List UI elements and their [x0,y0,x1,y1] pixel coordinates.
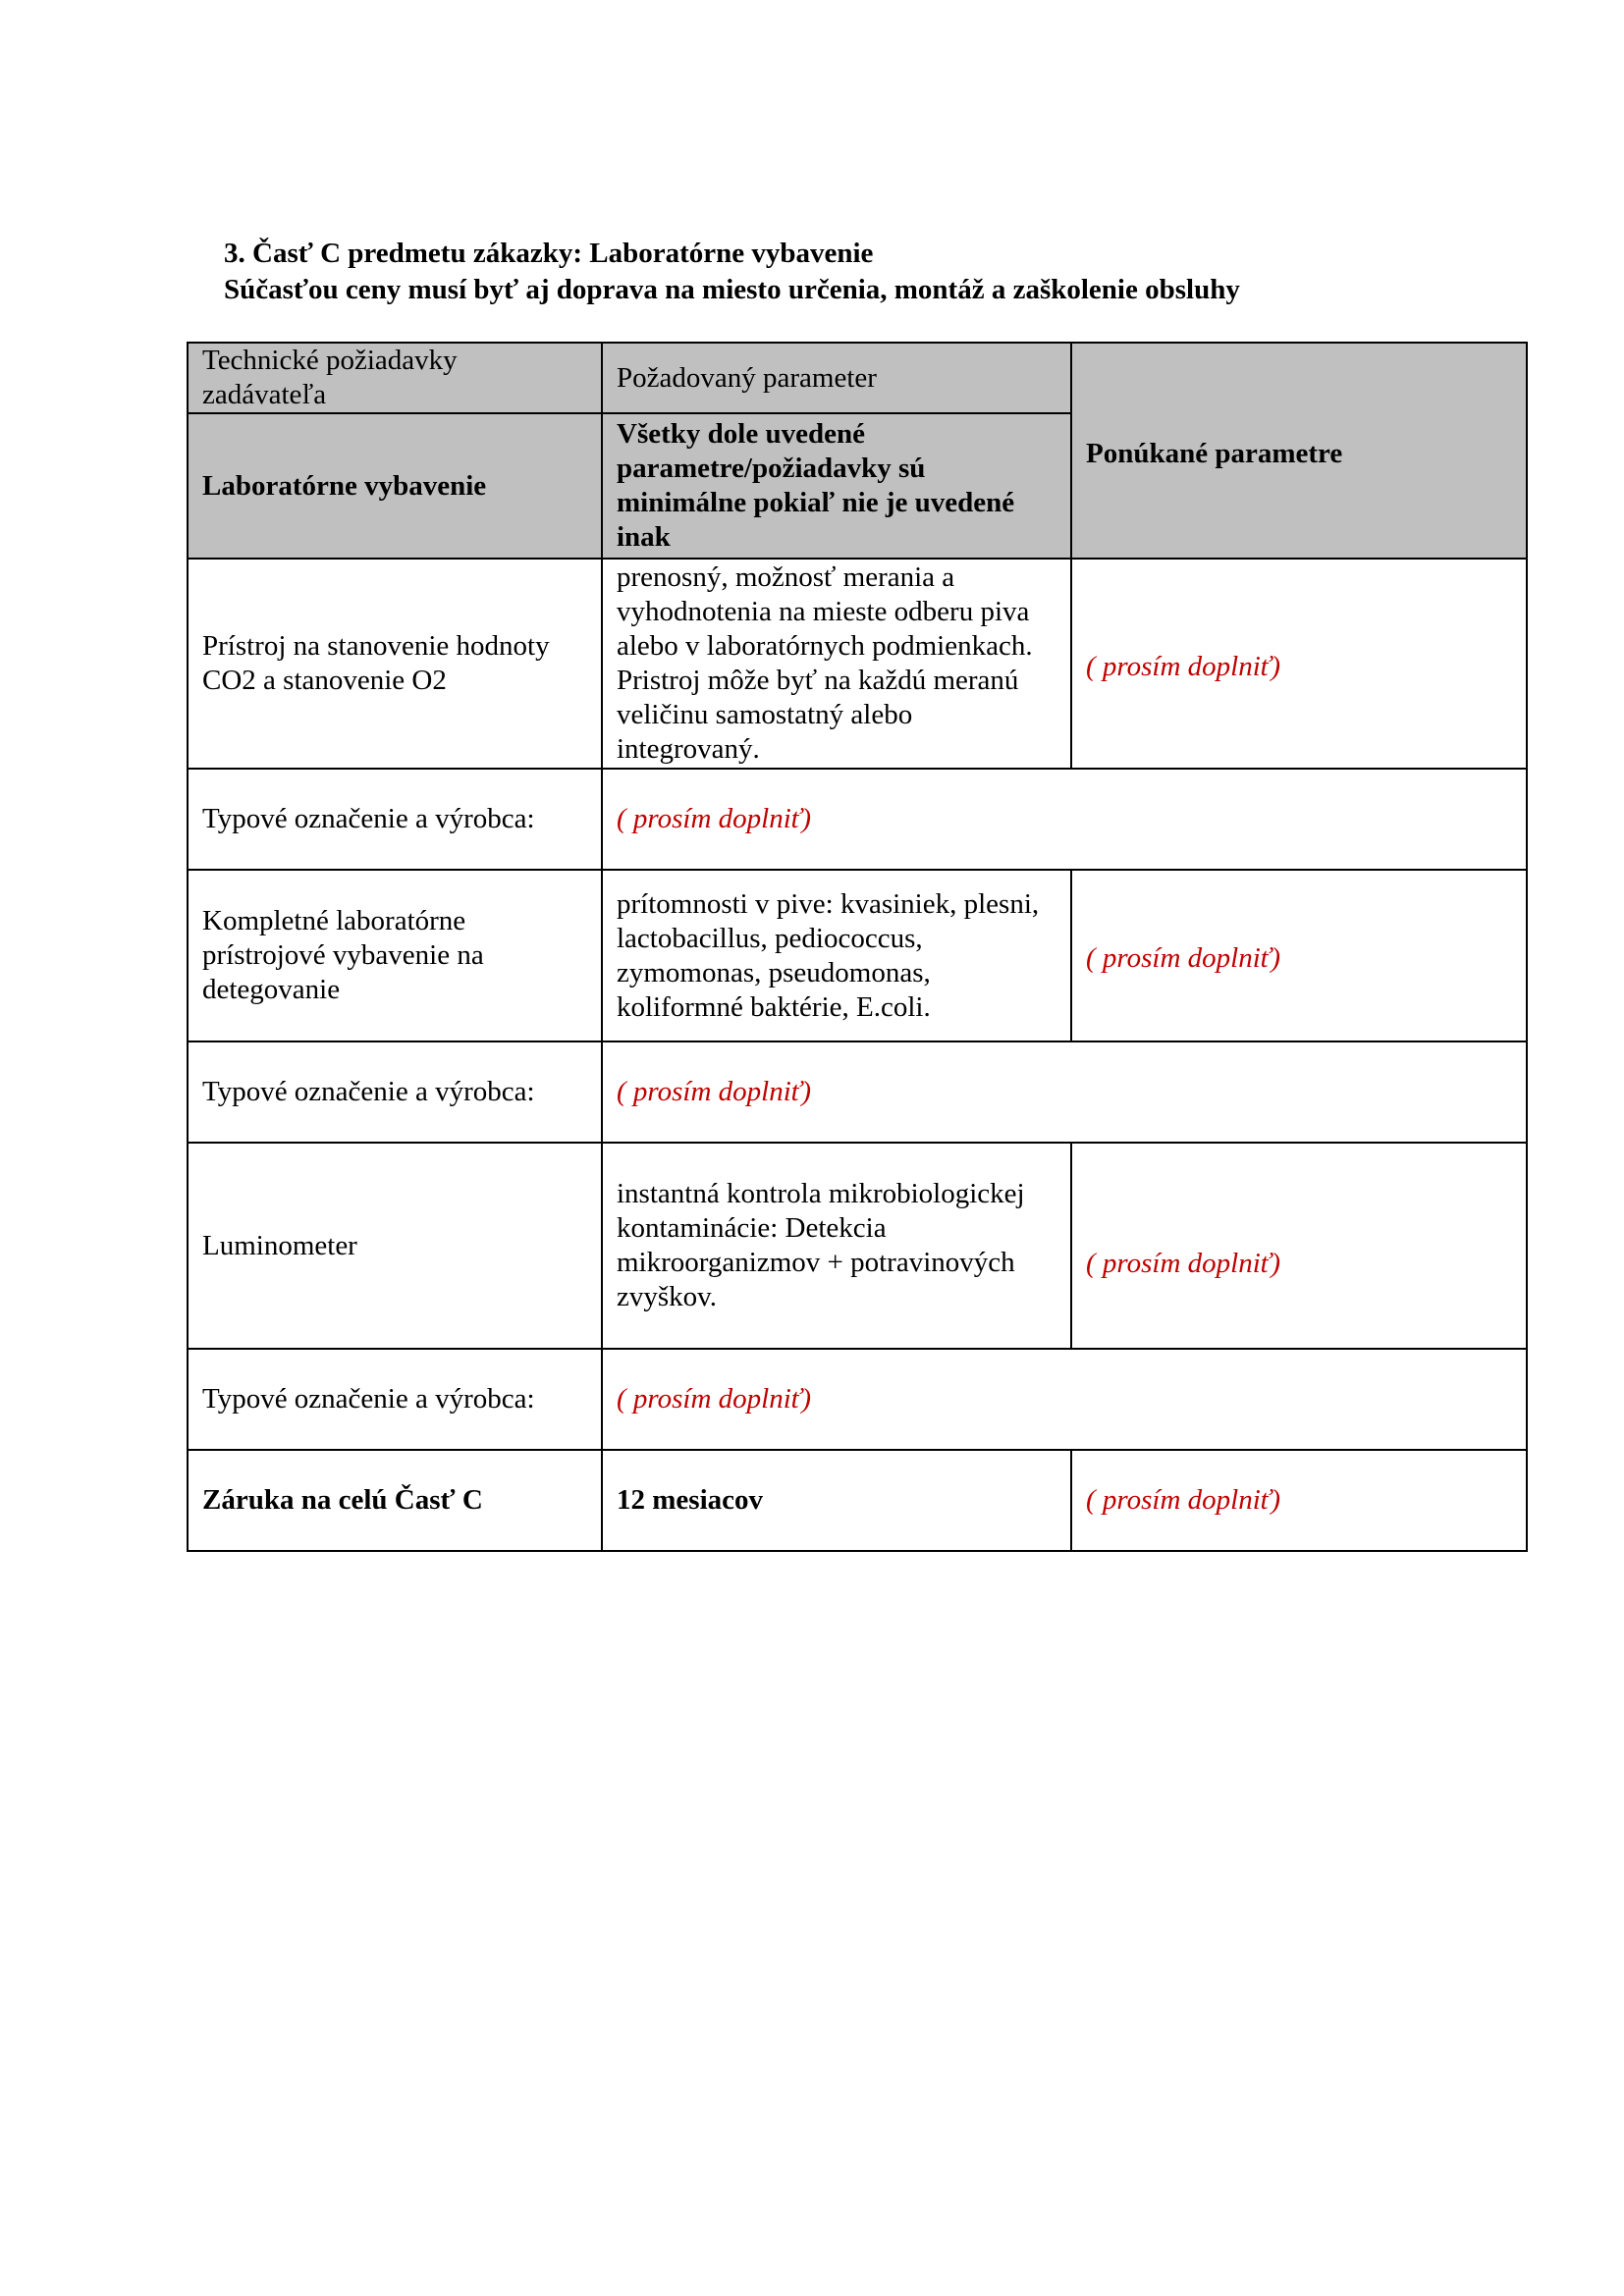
row-label: Záruka na celú Časť C [188,1450,602,1551]
table-row [188,769,1527,870]
row-type-manufacturer-input[interactable]: ( prosím doplniť) [602,1349,1527,1450]
header-offered-parameters: Ponúkané parametre [1071,343,1527,559]
table-row [188,1041,1527,1143]
row-requirement: instantná kontrola mikrobiologickej kontaminácie: Detekcia mikroorganizmov + potravinových zvyškov. [602,1143,1071,1349]
table-header-row [188,343,1527,413]
row-label: Kompletné laboratórne prístrojové vybavenie na detegovanie [188,870,602,1041]
row-label: Typové označenie a výrobca: [188,769,602,870]
row-type-manufacturer-input[interactable]: ( prosím doplniť) [602,1041,1527,1143]
row-type-manufacturer-input[interactable]: ( prosím doplniť) [602,769,1527,870]
table-row [188,1143,1527,1349]
section-title: 3. Časť C predmetu zákazky: Laboratórne vybavenie [224,238,874,269]
row-requirement: prenosný, možnosť merania a vyhodnotenia na mieste odberu piva alebo v laboratórnych podmienkach. Pristroj môže byť na každú meranú veličinu samostatný alebo integrovaný. [602,559,1071,769]
row-requirement: 12 mesiacov [602,1450,1071,1551]
section-heading [224,236,1500,308]
header-required-parameter: Požadovaný parameter [602,343,1071,413]
table-row [188,1450,1527,1551]
row-label: Prístroj na stanovenie hodnoty CO2 a stanovenie O2 [188,559,602,769]
table-row [188,1349,1527,1450]
row-offered-input[interactable]: ( prosím doplniť) [1071,870,1527,1041]
row-offered-input[interactable]: ( prosím doplniť) [1071,1143,1527,1349]
row-label: Typové označenie a výrobca: [188,1041,602,1143]
header-minimum-note: Všetky dole uvedené parametre/požiadavky sú minimálne pokiaľ nie je uvedené inak [602,413,1071,559]
row-label: Luminometer [188,1143,602,1349]
row-requirement: prítomnosti v pive: kvasiniek, plesni, lactobacillus, pediococcus, zymomonas, pseudomonas, koliformné baktérie, E.coli. [602,870,1071,1041]
header-lab-equipment: Laboratórne vybavenie [188,413,602,559]
requirements-table [187,342,1528,1552]
row-offered-input[interactable]: ( prosím doplniť) [1071,559,1527,769]
section-subtitle: Súčasťou ceny musí byť aj doprava na miesto určenia, montáž a zaškolenie obsluhy [224,274,1240,305]
table-row [188,870,1527,1041]
row-label: Typové označenie a výrobca: [188,1349,602,1450]
header-technical-requirements: Technické požiadavky zadávateľa [188,343,602,413]
row-offered-input[interactable]: ( prosím doplniť) [1071,1450,1527,1551]
table-row [188,559,1527,769]
